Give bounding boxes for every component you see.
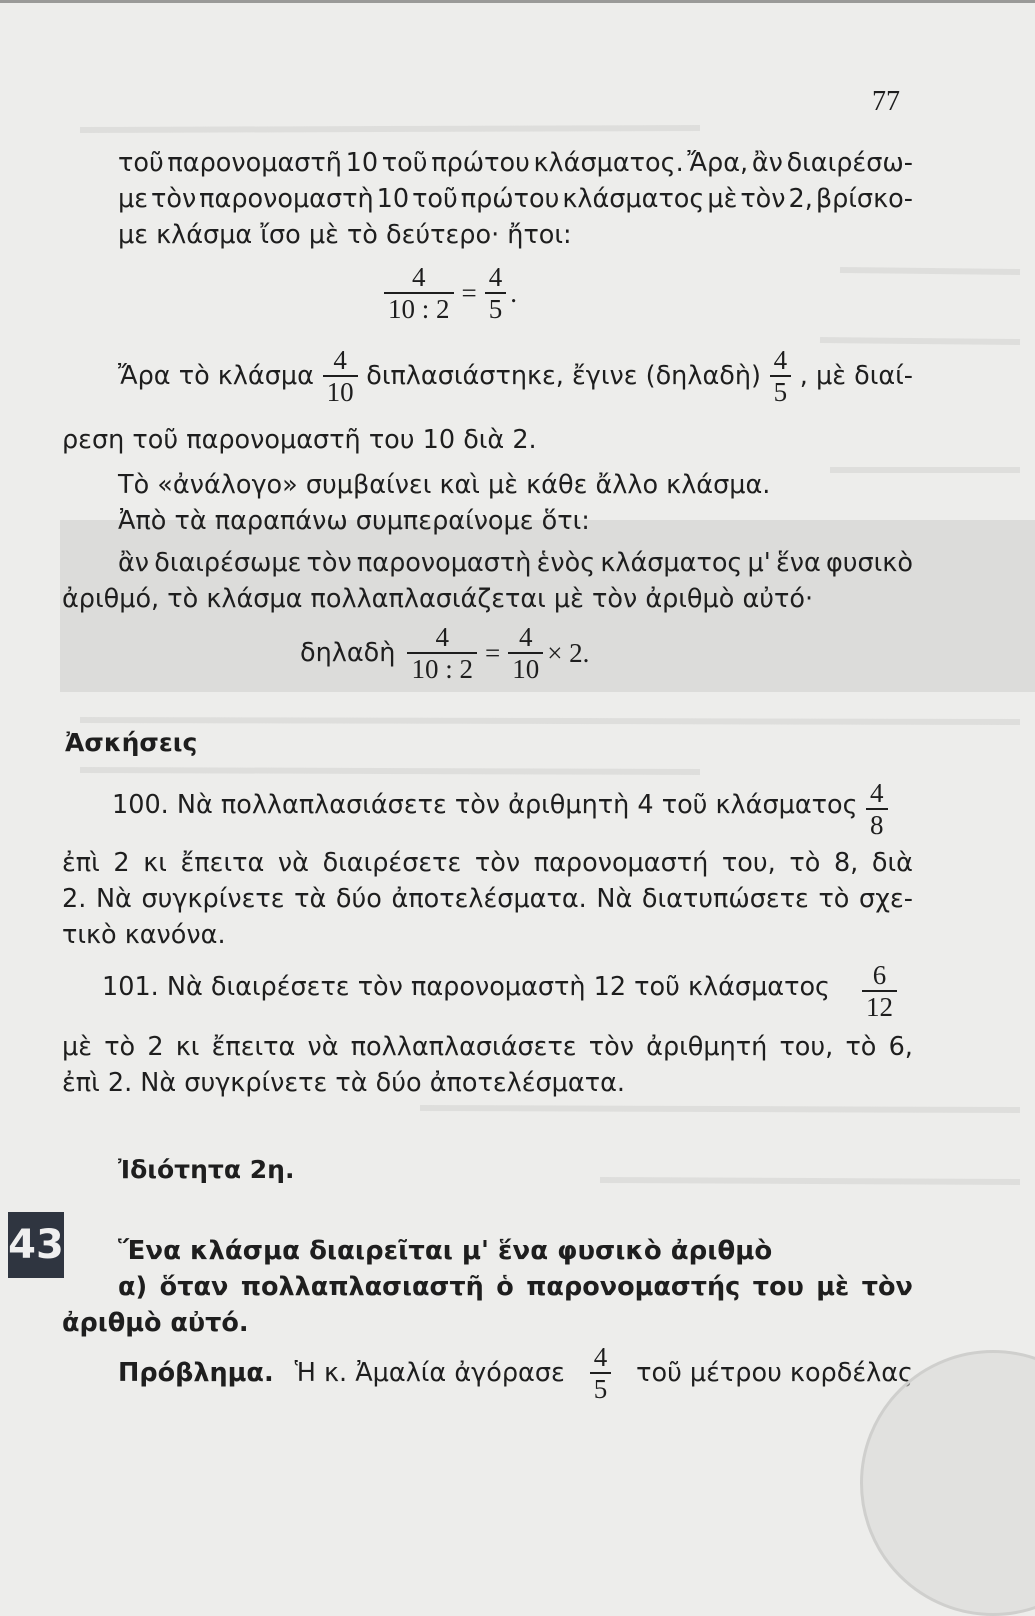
- text-fragment: δηλαδὴ: [300, 638, 396, 668]
- numerator: 4: [333, 345, 347, 375]
- text-fragment: διπλασιάστηκε, ἔγινε (δηλαδὴ): [366, 361, 761, 391]
- numerator: 4: [488, 262, 503, 292]
- fraction: [862, 960, 897, 1022]
- text-fragment: τοῦ μέτρου κορδέλας: [636, 1358, 913, 1388]
- numerator: 4: [593, 1342, 608, 1372]
- page-number: 77: [872, 86, 900, 117]
- exercise-100: [62, 778, 913, 948]
- numerator: 6: [872, 960, 887, 990]
- text-line: με τὸν παρονομαστὴ 10 τοῦ πρώτου κλάσματος μὲ τὸν 2, βρίσκο-: [118, 184, 913, 214]
- denominator: 5: [485, 292, 507, 324]
- period: .: [510, 277, 517, 308]
- text-line: ρεση τοῦ παρονομαστῆ του 10 διὰ 2.: [62, 425, 537, 455]
- times-two: × 2.: [547, 637, 590, 668]
- denominator: 10 : 2: [407, 652, 477, 684]
- text-fragment: , μὲ διαί-: [799, 361, 913, 391]
- fraction: [866, 778, 888, 840]
- text-line: με κλάσμα ἴσο μὲ τὸ δεύτερο· ἤτοι:: [118, 220, 572, 250]
- paragraph-doubling: [118, 345, 913, 407]
- denominator: 10: [323, 375, 358, 407]
- text-line: μὲ τὸ 2 κι ἔπειτα νὰ πολλαπλασιάσετε τὸν ἀριθμητή του, τὸ 6,: [62, 1032, 913, 1062]
- denominator: 10: [508, 652, 543, 684]
- numerator: 4: [773, 345, 788, 375]
- text-line: ἐπὶ 2. Νὰ συγκρίνετε τὰ δύο ἀποτελέσματα.: [62, 1068, 625, 1098]
- text-line: τικὸ κανόνα.: [62, 920, 226, 950]
- text-line: α) ὅταν πολλαπλασιαστῆ ὁ παρονομαστής του μὲ τὸν: [118, 1272, 913, 1302]
- denominator: 5: [590, 1372, 612, 1404]
- top-edge-rule: [0, 0, 1035, 3]
- exercises-heading: Ἀσκήσεις: [65, 728, 198, 757]
- problem-statement: [118, 1342, 913, 1404]
- denominator: 10 : 2: [384, 292, 454, 324]
- text-fragment: Ἄρα τὸ κλάσμα: [118, 361, 314, 391]
- numerator: 4: [870, 778, 884, 808]
- fraction: [770, 345, 792, 407]
- section-heading: Ἕνα κλάσμα διαιρεῖται μ' ἕνα φυσικὸ ἀριθμὸ: [118, 1236, 773, 1266]
- numerator: 4: [435, 622, 449, 652]
- denominator: 5: [770, 375, 792, 407]
- text-line: 101. Νὰ διαιρέσετε τὸν παρονομαστὴ 12 τοῦ κλάσματος: [102, 972, 831, 1002]
- text-line: ἀριθμό, τὸ κλάσμα πολλαπλασιάζεται μὲ τὸν ἀριθμὸ αὐτό·: [62, 584, 814, 614]
- denominator: 8: [866, 808, 888, 840]
- exercise-101: [62, 960, 913, 1100]
- text-line: 100. Νὰ πολλαπλασιάσετε τὸν ἀριθμητὴ 4 τοῦ κλάσματος: [112, 790, 858, 820]
- problem-label: Πρόβλημα.: [118, 1358, 274, 1388]
- fraction: [384, 262, 454, 324]
- text-line: ἀριθμὸ αὐτό.: [62, 1308, 249, 1338]
- fraction: [407, 622, 477, 684]
- rule-equation: [300, 622, 589, 684]
- text-line: ἂν διαιρέσωμε τὸν παρονομαστὴ ἑνὸς κλάσματος μ' ἕνα φυσικὸ: [118, 548, 913, 578]
- equals-sign: =: [461, 277, 477, 308]
- fraction: [485, 262, 507, 324]
- text-line: ἐπὶ 2 κι ἔπειτα νὰ διαιρέσετε τὸν παρονομαστή του, τὸ 8, διὰ: [62, 848, 913, 878]
- fraction: [508, 622, 543, 684]
- equals-sign: =: [484, 637, 501, 668]
- numerator: 4: [518, 622, 533, 652]
- fraction: [323, 345, 358, 407]
- analogous-note: Τὸ «ἀνάλογο» συμβαίνει καὶ μὲ κάθε ἄλλο κλάσμα.: [118, 470, 771, 500]
- text-line: τοῦ παρονομαστῆ 10 τοῦ πρώτου κλάσματος. Ἄρα, ἂν διαιρέσω-: [118, 148, 913, 178]
- text-fragment: Ἡ κ. Ἀμαλία ἀγόρασε: [294, 1358, 565, 1388]
- fraction: [590, 1342, 612, 1404]
- equation-halving-denominator: [380, 262, 517, 324]
- denominator: 12: [862, 990, 897, 1022]
- conclusion-intro: Ἀπὸ τὰ παραπάνω συμπεραίνομε ὅτι:: [118, 506, 590, 536]
- property-heading: Ἰδιότητα 2η.: [118, 1155, 295, 1184]
- section-number-badge: 43: [8, 1212, 64, 1278]
- text-line: 2. Νὰ συγκρίνετε τὰ δύο ἀποτελέσματα. Νὰ διατυπώσετε τὸ σχε-: [62, 884, 913, 914]
- numerator: 4: [412, 262, 426, 292]
